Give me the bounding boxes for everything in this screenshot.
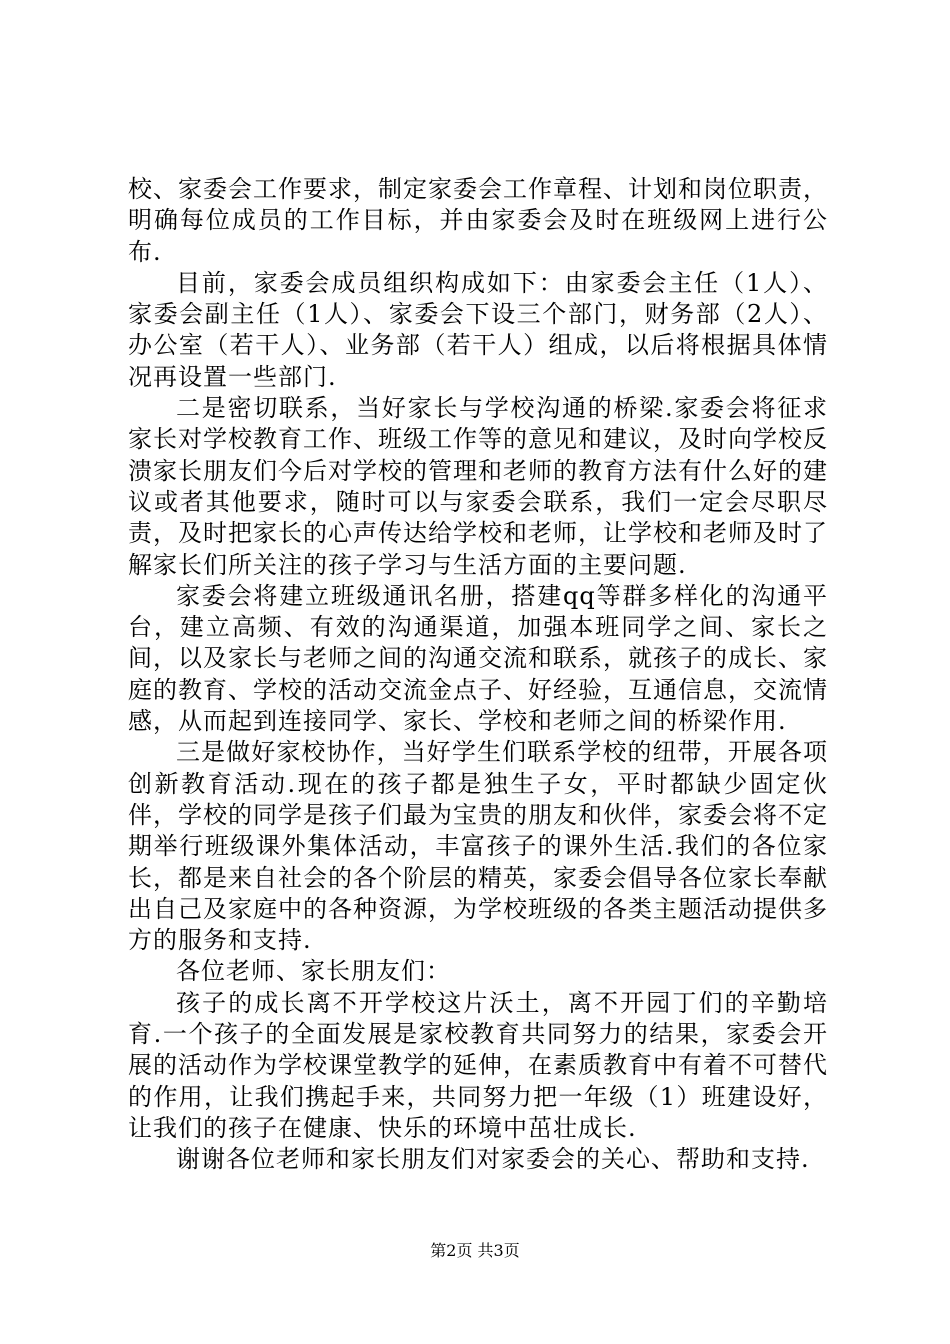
paragraph-closing-appeal: 孩子的成长离不开学校这片沃土，离不开园丁们的辛勤培育.一个孩子的全面发展是家校教育共同努力的结果，家委会开展的活动作为学校课堂教学的延伸，在素质教育中有着不可替代的作用，让我们携起手来，共同努力把一年级（1）班建设好，让我们的孩子在健康、快乐的环境中茁壮成长. [128, 988, 828, 1142]
paragraph-communication-bridge: 二是密切联系，当好家长与学校沟通的桥梁.家委会将征求家长对学校教育工作、班级工作等的意见和建议，及时向学校反溃家长朋友们今后对学校的管理和老师的教育方法有什么好的建议或者其他要求，随时可以与家委会联系，我们一定会尽职尽责，及时把家长的心声传达给学校和老师，让学校和老师及时了解家长们所关注的孩子学习与生活方面的主要问题. [128, 394, 828, 579]
paragraph-continuation: 校、家委会工作要求，制定家委会工作章程、计划和岗位职责，明确每位成员的工作目标，并由家委会及时在班级网上进行公布. [128, 175, 828, 266]
paragraph-contact-platform: 家委会将建立班级通讯名册，搭建qq等群多样化的沟通平台，建立高频、有效的沟通渠道，加强本班同学之间、家长之间，以及家长与老师之间的沟通交流和联系，就孩子的成长、家庭的教育、学校的活动交流金点子、好经验，互通信息，交流情感，从而起到连接同学、家长、学校和老师之间的桥梁作用. [128, 581, 828, 736]
paragraph-school-cooperation: 三是做好家校协作，当好学生们联系学校的纽带，开展各项创新教育活动.现在的孩子都是独生子女，平时都缺少固定伙伴，学校的同学是孩子们最为宝贵的朋友和伙伴，家委会将不定期举行班级课外集体活动，丰富孩子的课外生活.我们的各位家长，都是来自社会的各个阶层的精英，家委会倡导各位家长奉献出自己及家庭中的各种资源，为学校班级的各类主题活动提供多方的服务和支持. [128, 738, 828, 955]
page-footer: 第2页 共3页 [430, 1241, 520, 1260]
paragraph-salutation: 各位老师、家长朋友们： [176, 957, 451, 986]
document-body [128, 174, 828, 1176]
paragraph-committee-structure: 目前，家委会成员组织构成如下：由家委会主任（1人）、家委会副主任（1人）、家委会下设三个部门，财务部（2人）、办公室（若干人）、业务部（若干人）组成，以后将根据具体情况再设置一些部门. [128, 268, 828, 391]
paragraph-thanks: 谢谢各位老师和家长朋友们对家委会的关心、帮助和支持. [176, 1145, 810, 1174]
